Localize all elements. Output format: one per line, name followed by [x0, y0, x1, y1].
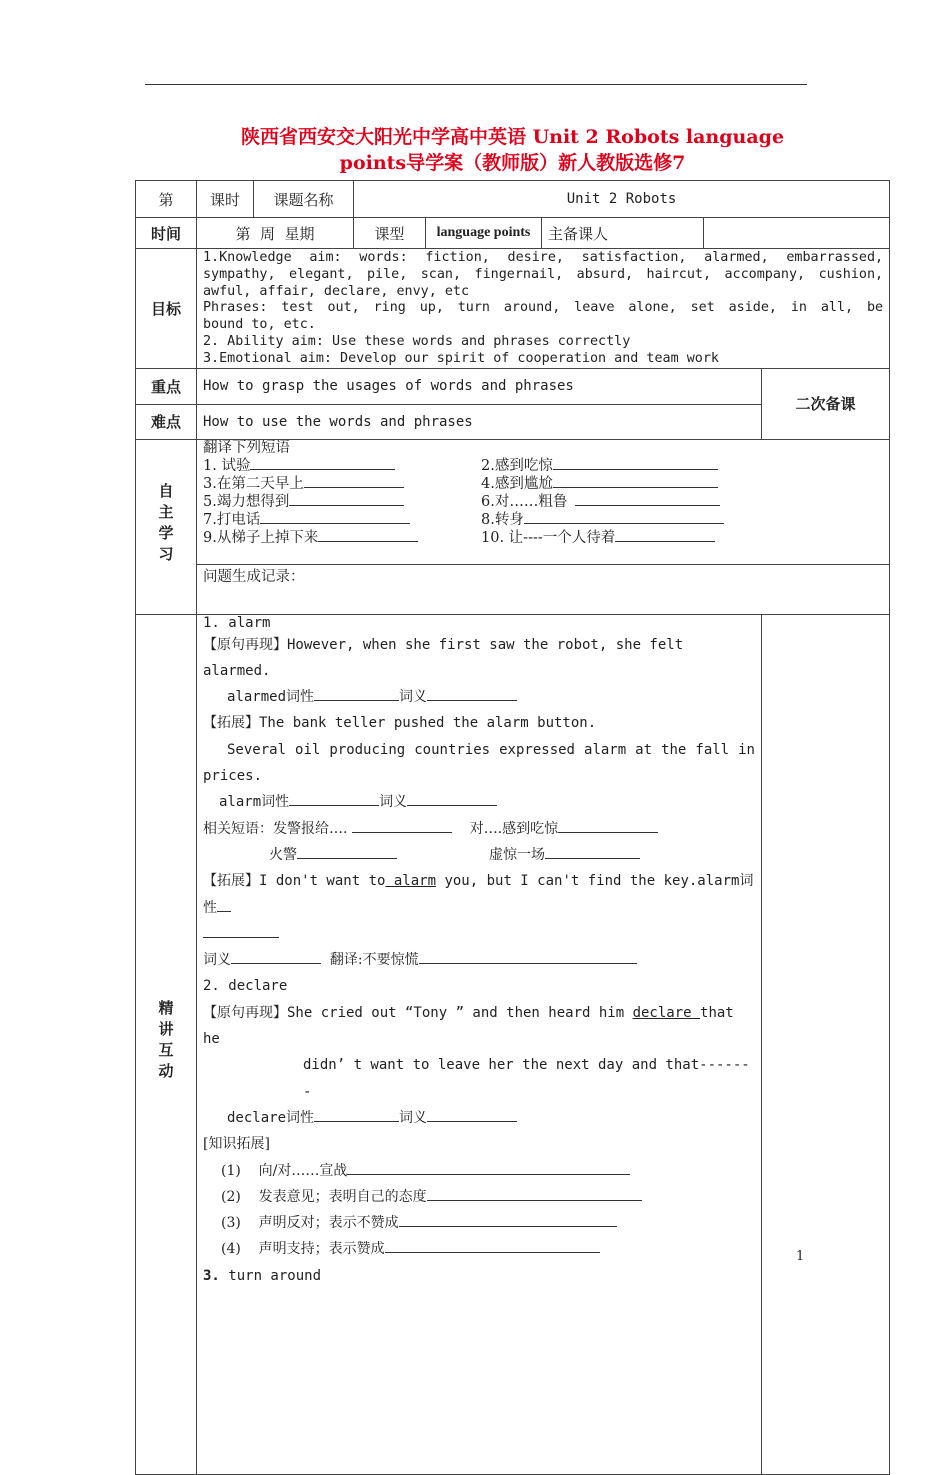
knowledge-item: (2) 发表意见；表明自己的态度: [203, 1184, 755, 1210]
goal-line: 1.Knowledge aim: words: fiction, desire, satisfaction, alarmed, embarrassed,: [203, 250, 884, 265]
key-label: 重点: [136, 368, 197, 404]
record-text: 问题生成记录：: [197, 564, 890, 614]
phrase-row: 1. 试验 2.感到吃惊: [203, 457, 883, 475]
phrase-row: 3.在第二天早上 4.感到尴尬: [203, 475, 883, 493]
phrase-row: 7.打电话 8.转身: [203, 511, 883, 529]
alarm-extend-2: Several oil producing countries expressed alarm at the fall in: [227, 741, 755, 758]
goal-line: bound to, etc.: [203, 317, 316, 333]
difficult-text: How to use the words and phrases: [197, 404, 762, 439]
goal-line: 3.Emotional aim: Develop our spirit of cooperation and team work: [203, 350, 719, 366]
page-number: 1: [796, 1249, 805, 1264]
title-line-2: points导学案（教师版）新人教版选修7: [339, 152, 686, 174]
self-study-label: 自主学习: [156, 482, 175, 567]
lesson-type-value: language points: [426, 218, 542, 249]
second-prep-label: 二次备课: [762, 368, 890, 439]
alarm-original: 【原句再现】However, when she first saw the robot, she felt alarmed.: [203, 636, 684, 679]
alarm-extend-3-blank: [203, 921, 755, 947]
phrase-row: 5.竭力想得到 6.对……粗鲁: [203, 493, 883, 511]
phrase-row: 9.从梯子上掉下来 10. 让----一个人待着: [203, 529, 883, 547]
self-study-heading: 翻译下列短语: [203, 439, 290, 456]
fire-alarm: 火警 虚惊一场: [203, 842, 755, 868]
declare-heading: 2. declare: [203, 978, 288, 995]
turn-around-heading: 3. turn around: [203, 1267, 322, 1284]
goal-line: awful, affair, declare, envy, etc: [203, 283, 470, 299]
interact-label: 精讲互动: [156, 1000, 175, 1085]
header-row-2: [136, 218, 890, 249]
alarm-heading: 1. alarm: [203, 614, 271, 631]
alarm-extend-3: 【拓展】I don't want to alarm you, but I can't find the key.alarm词性: [203, 873, 754, 916]
declare-original: 【原句再现】She cried out “Tony ” and then heard him declare that he: [203, 1004, 734, 1048]
title-line-1: 陕西省西安交大阳光中学高中英语 Unit 2 Robots language: [240, 126, 785, 148]
goal-line: 2. Ability aim: Use these words and phrases correctly: [203, 333, 631, 349]
week-value: 第 周 星期: [197, 218, 354, 249]
lesson-type-label: 课型: [354, 218, 426, 249]
knowledge-item: (1) 向/对……宣战: [203, 1158, 755, 1184]
record-row: [136, 564, 890, 614]
knowledge-extend: [知识拓展]: [203, 1136, 270, 1153]
goals-content: [197, 249, 890, 369]
knowledge-item: (4) 声明支持；表示赞成: [203, 1236, 755, 1262]
alarm-pos: alarm词性 词义: [203, 789, 755, 815]
interact-label-cell: [136, 614, 197, 1474]
alarm-extend-1: 【拓展】The bank teller pushed the alarm button.: [203, 715, 597, 732]
preparer-value: [704, 218, 890, 249]
goal-line: sympathy, elegant, pile, scan, fingernail, absurd, haircut, accompany, cushion,: [203, 266, 884, 282]
keshi-cell: 课时: [197, 181, 254, 218]
knowledge-item: (3) 声明反对；表示不赞成: [203, 1210, 755, 1236]
header-row-1: [136, 181, 890, 218]
goals-label: 目标: [136, 249, 197, 369]
alarm-extend-2b: prices.: [203, 768, 263, 785]
self-study-content: [197, 439, 890, 564]
alarm-meaning: 词义 翻译:不要惊慌: [203, 947, 755, 973]
topic-value: Unit 2 Robots: [354, 181, 890, 218]
interact-content: [197, 614, 762, 1474]
second-prep-notes: [762, 614, 890, 1474]
interact-row: [136, 614, 890, 1474]
preparer-label: 主备课人: [542, 218, 704, 249]
declare-pos: declare词性 词义: [203, 1105, 755, 1131]
self-study-label-cell: [136, 439, 197, 614]
topic-label: 课题名称: [254, 181, 354, 218]
related-phrases: 相关短语：发警报给…. 对….感到吃惊: [203, 816, 755, 842]
top-rule: [145, 84, 807, 85]
time-label: 时间: [136, 218, 197, 249]
goal-line: Phrases: test out, ring up, turn around, leave alone, set aside, in all, be: [203, 300, 884, 316]
goals-row: [136, 249, 890, 369]
key-row: [136, 368, 890, 404]
key-text: How to grasp the usages of words and phrases: [197, 368, 762, 404]
alarmed-pos: alarmed词性 词义: [203, 684, 755, 710]
lesson-plan-table: [135, 180, 890, 1475]
self-study-row: [136, 439, 890, 564]
difficult-label: 难点: [136, 404, 197, 439]
declare-original-2: didn’ t want to leave her the next day and that-------: [303, 1057, 750, 1100]
document-title: [135, 124, 890, 176]
di-cell: 第: [136, 181, 197, 218]
